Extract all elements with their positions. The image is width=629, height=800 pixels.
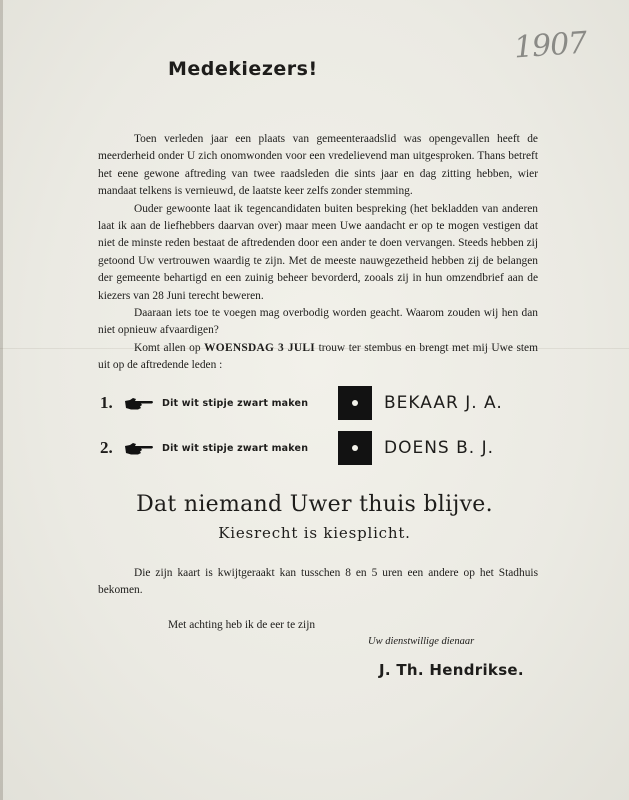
call-after: trouw ter stembus en brengt met mij Uwe stem uit op de aftredende leden : xyxy=(98,341,538,372)
call-before: Komt allen op xyxy=(134,341,205,354)
pointing-hand-icon xyxy=(124,396,154,410)
paragraph-call xyxy=(98,340,538,375)
poster-title: Medekiezers! xyxy=(168,58,318,80)
candidate-number: 2. xyxy=(100,438,113,457)
signature: J. Th. Hendrikse. xyxy=(379,661,524,679)
candidate-row-2 xyxy=(100,431,494,465)
candidate-number: 1. xyxy=(100,393,113,412)
paper-edge xyxy=(0,0,3,800)
lost-card-notice: Die zijn kaart is kwijtgeraakt kan tusschen 8 en 5 uren een andere op het Stadhuis bekomen. xyxy=(98,567,538,597)
white-dot xyxy=(352,445,358,451)
candidate-row-1 xyxy=(100,386,503,420)
paragraph-3: Daaraan iets toe te voegen mag overbodig worden geacht. Waarom zouden wij hen dan niet opnieuw afvaardigen? xyxy=(98,307,538,337)
greeting: Met achting heb ik de eer te zijn xyxy=(168,619,316,631)
paragraph-1: Toen verleden jaar een plaats van gemeenteraadslid was opengevallen heeft de meerderheid onder U zich onomwonden voor een vredelievend man uitgesproken. Thans betreft het eene gewone aftreding van twee raadsleden die sints jaar en dag zitting hebben, wier mandaat telkens is vernieuwd, de laatste keer zelfs zonder stemming. xyxy=(98,133,538,198)
ballot-box[interactable] xyxy=(338,431,372,465)
vote-instruction: Dit wit stipje zwart maken xyxy=(162,442,309,454)
slogan: Dat niemand Uwer thuis blijve. xyxy=(136,492,493,517)
body-text xyxy=(98,131,538,375)
candidate-name: BEKAAR J. A. xyxy=(384,393,503,413)
ballot-box[interactable] xyxy=(338,386,372,420)
closing: Uw dienstwillige dienaar xyxy=(368,636,475,647)
election-date: WOENSDAG 3 JULI xyxy=(204,341,316,354)
subslogan: Kiesrecht is kiesplicht. xyxy=(218,524,411,542)
white-dot xyxy=(352,400,358,406)
pointing-hand-icon xyxy=(124,441,154,455)
paragraph-2: Ouder gewoonte laat ik tegencandidaten buiten bespreking (het bekladden van anderen laat ik aan de liefhebbers daarvan over) maar meen Uwe aandacht er op te mogen vestigen dat niet de minste reden bestaat de aftredenden door een ander te doen vervangen. Steeds hebben zij getoond Uw vertrouwen waardig te zijn. Met de meeste nauwgezetheid hebben zij de belangen der gemeente behartigd en een zuinig beheer bevorderd, zooals zij in hun omzendbrief aan de kiezers van 28 Juni terecht beweren. xyxy=(98,202,538,302)
handwritten-annotation: 1907 xyxy=(512,25,588,66)
vote-instruction: Dit wit stipje zwart maken xyxy=(162,397,309,409)
candidate-name: DOENS B. J. xyxy=(384,438,495,458)
